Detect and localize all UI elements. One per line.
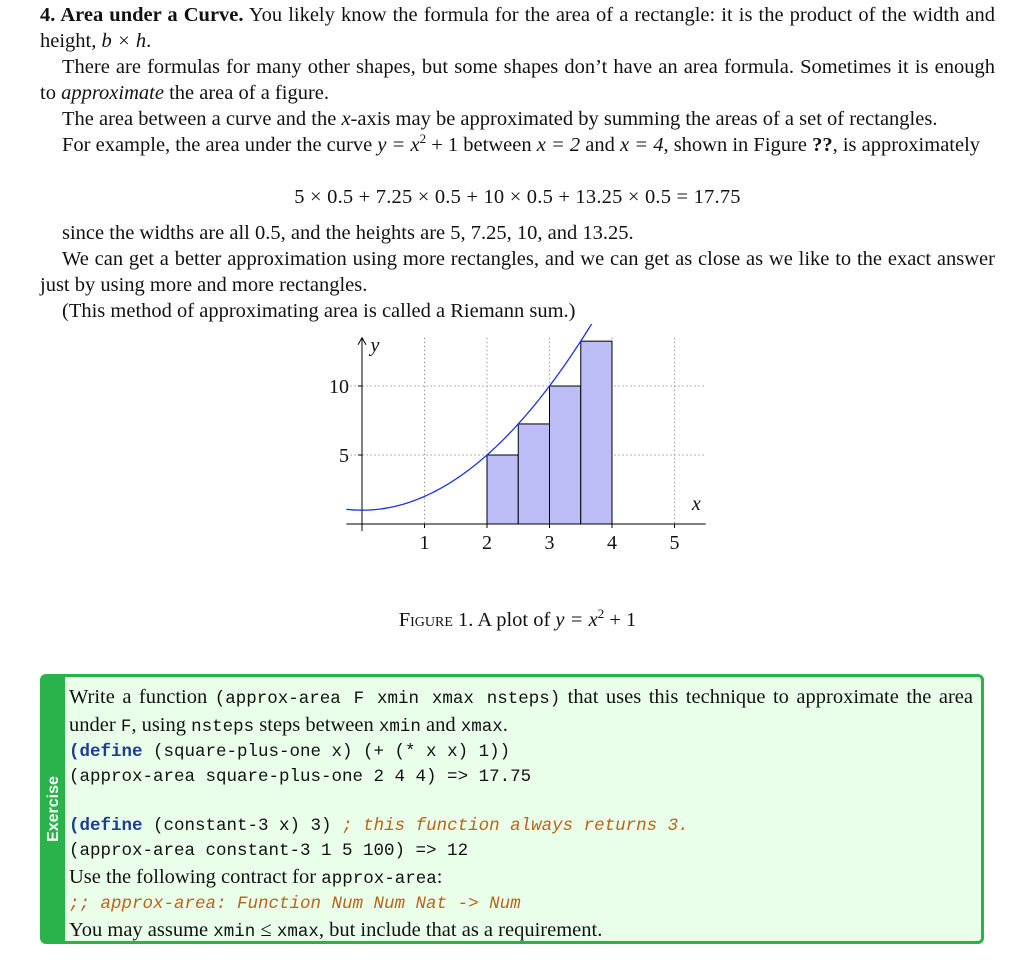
exercise-body bbox=[69, 684, 973, 945]
exercise-tab: Exercise bbox=[43, 677, 65, 941]
code-line-approx-constant: (approx-area constant-3 1 5 100) => 12 bbox=[69, 841, 469, 861]
paragraph-better-approx: We can get a better approximation using more rectangles, and we can get as close as we like to the exact answer just by using more and more rectangles. bbox=[40, 248, 995, 296]
code-comment: ; this function always returns 3. bbox=[342, 816, 689, 836]
riemann-rect-1 bbox=[487, 455, 518, 524]
paragraph-formulas: There are formulas for many other shapes, but some shapes don’t have an area formula. Sometimes it is enough to approximate the area of a figure. bbox=[40, 56, 995, 104]
document-page bbox=[40, 0, 995, 654]
paragraph-widths: since the widths are all 0.5, and the heights are 5, 7.25, 10, and 13.25. bbox=[62, 222, 634, 244]
caption-label: Figure 1. bbox=[398, 609, 474, 631]
riemann-equation: 5 × 0.5 + 7.25 × 0.5 + 10 × 0.5 + 13.25 × 0.5 = 17.75 bbox=[294, 186, 741, 208]
x-tick-label-5: 5 bbox=[669, 532, 680, 554]
math-b-times-h: b × h bbox=[101, 30, 147, 52]
figure-reference[interactable]: ?? bbox=[812, 134, 833, 156]
figure-1 bbox=[40, 324, 995, 654]
assumption-note: You may assume xmin ≤ xmax, but include that as a requirement. bbox=[69, 919, 603, 942]
x-tick-label-4: 4 bbox=[607, 532, 617, 554]
x-tick-label-3: 3 bbox=[544, 532, 555, 554]
emphasis-approximate: approximate bbox=[61, 82, 164, 104]
y-axis-label: y bbox=[370, 334, 380, 357]
x-axis-label: x bbox=[691, 493, 701, 515]
intro-paragraph: 4. Area under a Curve. You likely know the formula for the area of a rectangle: it is the product of the width and height, b × h. bbox=[40, 4, 996, 52]
x-tick-label-2: 2 bbox=[482, 532, 492, 554]
riemann-rect-4 bbox=[581, 341, 612, 524]
section-heading: 4. Area under a Curve. bbox=[40, 4, 244, 26]
figure-caption: Figure 1. A plot of $y = x^2 + 1$ bbox=[398, 606, 637, 631]
code-line-define-square: (define (square-plus-one x) (+ (* x x) 1)) bbox=[69, 742, 511, 762]
riemann-rect-2 bbox=[518, 424, 549, 524]
exercise-instructions: Write a function (approx-area F xmin xmax nsteps) that uses this technique to approximate the area under F, using nsteps steps between xmin and xmax. bbox=[69, 686, 973, 737]
plot-area bbox=[40, 324, 995, 624]
contract-comment: ;; approx-area: Function Num Num Nat -> Num bbox=[69, 894, 521, 914]
x-tick-label-1: 1 bbox=[419, 532, 430, 554]
exercise-box bbox=[40, 674, 984, 944]
y-tick-label-10: 10 bbox=[329, 376, 349, 398]
y-tick-label-5: 5 bbox=[339, 445, 349, 467]
code-line-approx-square: (approx-area square-plus-one 2 4 4) => 17.75 bbox=[69, 767, 532, 787]
contract-instruction: Use the following contract for approx-area: bbox=[69, 866, 443, 889]
paragraph-riemann-note: (This method of approximating area is called a Riemann sum.) bbox=[62, 300, 576, 322]
code-line-define-constant: (define (constant-3 x) 3) ; this function always returns 3. bbox=[69, 816, 689, 836]
riemann-rect-3 bbox=[550, 386, 581, 524]
paragraph-area-between: The area between a curve and the x-axis may be approximated by summing the areas of a set of rectangles. bbox=[62, 108, 938, 130]
paragraph-example: For example, the area under the curve $y = x^2 + 1$ between x = 2 and x = 4, shown in Figure ??, is approximately bbox=[62, 131, 981, 156]
